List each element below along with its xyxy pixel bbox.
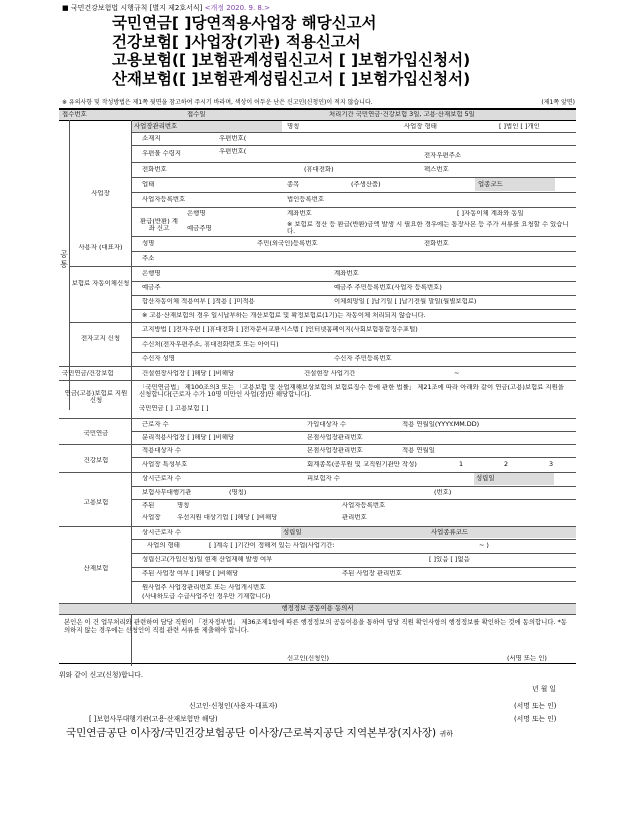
item-label: 종목 xyxy=(287,181,300,188)
accident-label: 산재보험 xyxy=(83,565,109,572)
consent-title: 행정정보 공동이용 동의서 xyxy=(59,604,576,614)
owner-resident-label: 주민(외국인)등록번호 xyxy=(257,240,318,247)
business-type-label: 업태 xyxy=(142,181,155,188)
fee-holder-no-label: 예금주 주민등록번호(사업자 등록번호) xyxy=(334,284,442,291)
fee-holder-label: 예금주 xyxy=(142,284,161,291)
fee-note: ※ 고용·산재보험의 경우 일시납부하는 개산보험료 및 확정보험료(1기)는 자동이체 처리되지 않습니다. xyxy=(142,312,426,319)
employment-agent-no: (번호) xyxy=(434,489,452,496)
phone-label: 전화번호 xyxy=(142,166,167,173)
employment-main-name: 명칭 xyxy=(177,502,190,509)
construction-period-label: 건설현장 사업기간 xyxy=(304,370,356,377)
report-date: 년 월 일 xyxy=(531,685,556,693)
employment-established-label: 성립일 xyxy=(474,473,554,485)
title-pension: 국민연금[ ]당연적용사업장 해당신고서 xyxy=(112,14,377,32)
refund-holder-label: 예금주명 xyxy=(187,225,212,232)
employment-insured-label: 피보험자 수 xyxy=(307,475,340,482)
accident-form-label: 사업의 형태 xyxy=(147,542,180,549)
zip-label: 우편번호( xyxy=(219,135,247,142)
accident-main-option[interactable]: 주된 사업장 여부 [ ]해당 [ ]비해당 xyxy=(142,570,239,577)
auto-debit-option[interactable]: [ ]자동이체 계좌와 동일 xyxy=(457,210,524,217)
pension-workers-label: 근로자 수 xyxy=(142,421,169,428)
employment-agent-name: (명칭) xyxy=(229,489,247,496)
construction-option[interactable]: 건설현장사업장 [ ]해당 [ ]비해당 xyxy=(142,370,235,377)
mobile-label: (휴대전화) xyxy=(304,166,334,173)
accident-disaster-label: 성립신고(가입신청)일 현재 산업재해 발생 여부 xyxy=(142,556,273,563)
instruction-note: ※ 유의사항 및 작성방법은 제1쪽 뒷면을 참고하여 주시기 바라며, 색상이 어두운 난은 신고인(신청인)이 적지 않습니다. (제1쪽 앞면) xyxy=(62,99,575,106)
health-targets-label: 적용대상자 수 xyxy=(142,447,182,454)
statement: 위와 같이 신고(신청)합니다. xyxy=(59,671,144,679)
reception-row xyxy=(59,110,576,120)
health-label: 건강보험 xyxy=(83,457,109,464)
fee-account-label: 계좌번호 xyxy=(334,270,359,277)
common-label: 공통 xyxy=(60,250,68,269)
enotice-label: 전자고지 신청 xyxy=(80,335,121,342)
pension-members-label: 가입대상자 수 xyxy=(307,421,347,428)
employment-label: 고용보험 xyxy=(83,499,109,506)
type-options[interactable]: [ ]법인 [ ]개인 xyxy=(499,123,540,130)
reception-date: 접수일 xyxy=(187,111,206,118)
fee-apply-option[interactable]: 합산자동이체 적용여부 [ ]적용 [ ]미적용 xyxy=(142,298,255,305)
owner-label: 사용자 (대표자) xyxy=(78,244,123,251)
employment-workplace-label: 사업장 xyxy=(142,514,161,521)
refund-bank-label: 은행명 xyxy=(187,210,206,217)
form-reference: ■ 국민건강보험법 시행규칙 [별지 제2호서식] <개정 2020. 9. 8.> xyxy=(62,4,270,12)
agent-option[interactable]: [ ]보험사무대행기관(고용·산재보험만 해당) xyxy=(89,715,218,723)
employment-biz-no: 사업자등록번호 xyxy=(342,502,386,509)
employment-workers-label: 상시근로자 수 xyxy=(142,475,182,482)
main-product-label: (주생산품) xyxy=(351,181,381,188)
revision-date: <개정 2020. 9. 8.> xyxy=(204,4,270,12)
accident-main-no: 주된 사업장 관리번호 xyxy=(342,570,402,577)
enotice-method-option[interactable]: 고지방법 [ ]전자우편 [ ]휴대전화 [ ]전자문서교환시스템 [ ]인터넷홈페이지(사회보험통합징수포털) xyxy=(142,326,418,333)
reporter-sign: (서명 또는 인) xyxy=(514,702,557,710)
fee-bank-label: 은행명 xyxy=(142,270,161,277)
reporter-label: 신고인·신청인(사용자·대표자) xyxy=(189,702,278,710)
enotice-receiver-label: 수신처(전자우편주소, 휴대전화번호 또는 아이디) xyxy=(142,341,279,348)
accident-form-end: ~ ) xyxy=(479,542,489,549)
owner-phone-label: 전화번호 xyxy=(424,240,449,247)
pension-label: 국민연금 xyxy=(83,430,109,437)
accident-industry-label: 사업종류코드 xyxy=(371,527,576,538)
form-titles xyxy=(112,14,470,88)
reception-number: 접수번호 xyxy=(62,111,87,118)
application-form xyxy=(59,108,576,664)
enotice-receiver-name-label: 수신자 성명 xyxy=(142,355,175,362)
health-account-3[interactable]: 3 xyxy=(549,461,554,468)
address-label: 소재지 xyxy=(142,135,161,142)
processing-period: 처리기간 국민연금·건강보험 3일, 고용·산재보험 5일 xyxy=(329,111,475,118)
corp-reg-no-label: 법인등록번호 xyxy=(287,196,325,203)
accident-workers-label: 상시근로자 수 xyxy=(142,529,182,536)
title-accident: 산재보험([ ]보험관계성립신고서 [ ]보험가입신청서) xyxy=(112,69,471,88)
owner-address-label: 주소 xyxy=(142,255,155,262)
title-employment: 고용보험([ ]보험관계성립신고서 [ ]보험가입신청서) xyxy=(112,51,471,69)
consent-signer: 신고인(신청인) xyxy=(287,655,330,662)
industry-code-label: 업종코드 xyxy=(475,178,555,191)
zip-label-2: 우편번호( xyxy=(219,148,247,155)
enotice-receiver-no-label: 수신자 주민등록번호 xyxy=(334,355,392,362)
employment-agent-label: 보험사무대행기관 xyxy=(142,489,192,496)
owner-name-label: 성명 xyxy=(142,240,155,247)
agent-sign: (서명 또는 인) xyxy=(514,715,557,723)
mail-label: 우편물 수령지 xyxy=(142,150,182,157)
fax-label: 팩스번호 xyxy=(424,166,449,173)
health-feature-label: 사업장 특성부호 xyxy=(142,461,188,468)
employment-priority-option[interactable]: 우선지원 대상기업 [ ]해당 [ ]비해당 xyxy=(177,514,278,521)
workplace-label: 사업장 xyxy=(91,190,110,197)
pension-branch-option[interactable]: 분리적용사업장 [ ]해당 [ ]비해당 xyxy=(142,434,235,441)
employment-main-label: 주된 xyxy=(142,502,155,509)
support-label: 연금(고용)보험료 지원 신청 xyxy=(64,390,128,405)
recipient: 국민연금공단 이사장/국민건강보험공단 이사장/근로복지공단 지역본부장(지사장) xyxy=(66,727,437,739)
email-label: 전자우편주소 xyxy=(424,152,462,159)
recipient-suffix: 귀하 xyxy=(439,730,454,738)
consent-sign: (서명 또는 인) xyxy=(507,655,547,662)
accident-contract-label: 원사업주 사업장관리번호 또는 사업개시번호 xyxy=(142,584,266,591)
recipient-line xyxy=(66,725,453,740)
support-options[interactable]: 국민연금 [ ] 고용보험 [ ] xyxy=(139,405,209,412)
accident-disaster-options[interactable]: [ ]있음 [ ]없음 xyxy=(429,556,470,563)
health-main-no-label: 본점사업장관리번호 xyxy=(307,447,363,454)
health-account-label: 회계종목(공무원 및 교직원기관만 작성) xyxy=(307,461,417,468)
title-health: 건강보험[ ]사업장(기관) 적용신고서 xyxy=(112,32,361,51)
refund-label: 환급(반환) 계좌 신고 xyxy=(140,218,178,233)
construction-period-tilde: ~ xyxy=(454,370,460,377)
name-label: 명칭 xyxy=(287,123,300,130)
pension-branch-no-label: 본점사업장관리번호 xyxy=(307,434,363,441)
refund-account-label: 계좌번호 xyxy=(287,210,312,217)
pension-date-label: 적용 연월일(YYYY.MM.DD) xyxy=(402,421,480,428)
health-account-2[interactable]: 2 xyxy=(504,461,509,468)
biz-reg-no-label: 사업자등록번호 xyxy=(142,196,186,203)
mgmt-no-label: 사업장관리번호 xyxy=(132,121,282,132)
consent-text: 본인은 이 건 업무처리와 관련하여 담당 직원이 「전자정부법」 제36조제1항에 따른 행정정보의 공동이용을 통하여 담당 직원 확인사항의 행정정보를 확인하는 것에 동의합니다. *동의하지 않는 경우에는 신청인이 직접 관련 서류를 제출해야 합니다. xyxy=(64,618,567,635)
page-number: (제1쪽 앞면) xyxy=(541,99,575,106)
type-label: 사업장 형태 xyxy=(404,123,437,130)
accident-form-options[interactable]: [ ]계속 [ ]기간이 정해져 있는 사업(사업기간: xyxy=(209,542,335,549)
employment-mgmt-no: 관리번호 xyxy=(342,514,367,521)
accident-contract-note: (사내하도급 수급사업주인 경우만 기재합니다) xyxy=(142,593,271,600)
fee-date-option[interactable]: 이체희망일 [ ]납기일 [ ]납기전월 말일(월별보험료) xyxy=(334,298,477,305)
support-text: 「국민연금법」 제100조의3 또는 「고용보험 및 산업재해보상보험의 보험료징수 등에 관한 법률」 제21조에 따라 아래와 같이 연금(고용)보험료 지원을 신청합니다[근로자 수가 10명 미만인 사업(장)만 해당합니다]. xyxy=(139,384,564,399)
accident-established-label: 성립일 xyxy=(281,527,371,538)
pension-health-label: 국민연금/건강보험 xyxy=(62,370,114,377)
refund-note: ※ 보험료 정산 등 환급(반환)금액 발생 시 필요한 경우에는 통장사본 등 추가 서류를 요청할 수 있습니다. xyxy=(287,221,569,236)
health-account-1[interactable]: 1 xyxy=(459,461,464,468)
fee-label: 보험료 자동이체신청 xyxy=(71,280,130,287)
health-date-label: 적용 연월일 xyxy=(402,447,435,454)
